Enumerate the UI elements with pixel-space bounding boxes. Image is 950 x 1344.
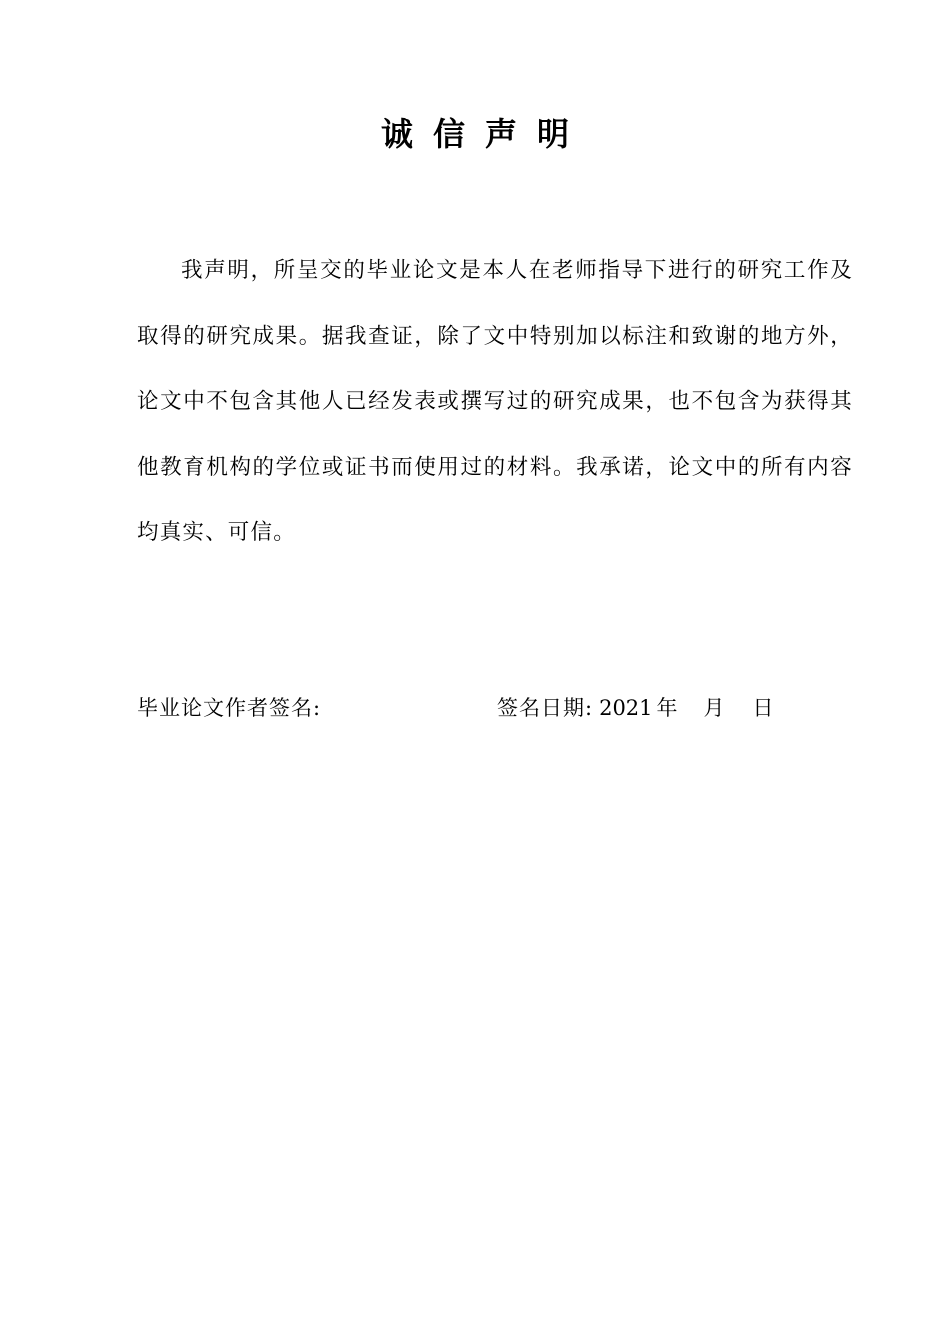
declaration-paragraph: 我声明，所呈交的毕业论文是本人在老师指导下进行的研究工作及取得的研究成果。据我查证，除了文中特别加以标注和致谢的地方外，论文中不包含其他人已经发表或撰写过的研究成果，也不包含为获得其他教育机构的学位或证书而使用过的材料。我承诺，论文中的所有内容均真实、可信。: [137, 258, 853, 545]
signature-date-label: 签名日期:: [497, 696, 594, 720]
signature-row: [137, 688, 853, 728]
month-unit: 月: [703, 696, 725, 720]
signature-year: 2021: [599, 696, 653, 720]
signature-date: [497, 688, 774, 728]
author-signature-label: 毕业论文作者签名:: [137, 696, 322, 720]
day-unit: 日: [752, 696, 774, 720]
year-unit: 年: [656, 696, 678, 720]
page-title: 诚信声明: [380, 115, 589, 153]
